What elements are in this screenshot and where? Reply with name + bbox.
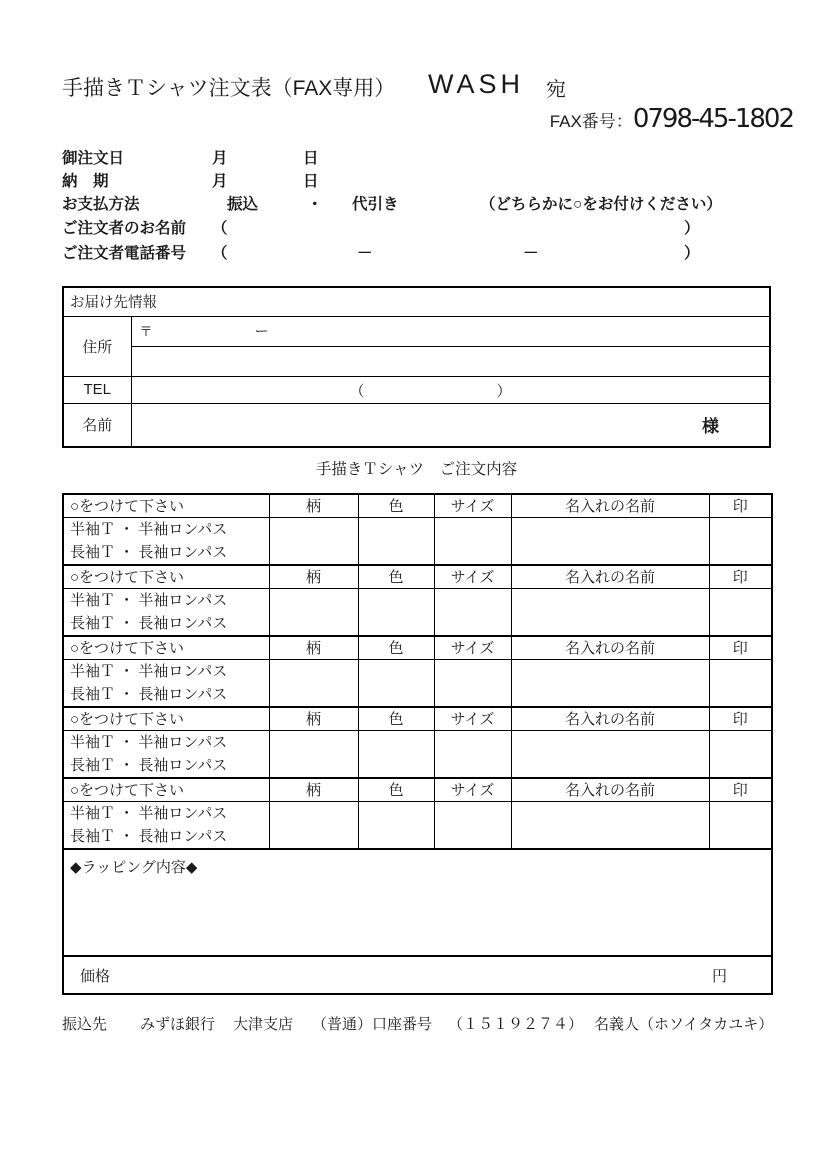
- pattern-header: 柄: [269, 636, 358, 659]
- order-date-row: [0, 146, 826, 168]
- payment-label: お支払方法: [62, 196, 140, 213]
- order-group-header: [63, 494, 772, 517]
- pattern-cell: [269, 801, 358, 849]
- name-print-header: 名入れの名前: [511, 565, 709, 588]
- order-group-body: [63, 517, 772, 565]
- order-items-table: [62, 493, 773, 995]
- name-print-header: 名入れの名前: [511, 707, 709, 730]
- item-line-short-sleeve: 半袖Ｔ ・ 半袖ロンパス: [70, 520, 228, 538]
- name-print-cell: [511, 659, 709, 707]
- customer-name-row: [0, 216, 826, 238]
- price-label: 価格: [80, 967, 111, 985]
- item-type-cell: [63, 588, 269, 636]
- circle-instruction: ○をつけて下さい: [63, 494, 269, 517]
- order-group-body: [63, 659, 772, 707]
- payment-option-bank: 振込: [227, 196, 259, 213]
- branch-name: 大津支店: [233, 1016, 294, 1033]
- circle-instruction: ○をつけて下さい: [63, 636, 269, 659]
- fax-number-line: [550, 104, 793, 134]
- customer-phone-dash-1: －: [357, 245, 373, 262]
- size-cell: [434, 517, 511, 565]
- color-cell: [358, 659, 434, 707]
- order-date-month-label: 月: [212, 150, 228, 167]
- stamp-header: 印: [709, 636, 772, 659]
- name-print-cell: [511, 801, 709, 849]
- name-print-header: 名入れの名前: [511, 778, 709, 801]
- address-label: 住所: [63, 316, 131, 376]
- stamp-cell: [709, 659, 772, 707]
- item-line-short-sleeve: 半袖Ｔ ・ 半袖ロンパス: [70, 662, 228, 680]
- item-line-short-sleeve: 半袖Ｔ ・ 半袖ロンパス: [70, 591, 228, 609]
- size-cell: [434, 730, 511, 778]
- order-group-header: [63, 636, 772, 659]
- name-print-cell: [511, 588, 709, 636]
- size-header: サイズ: [434, 494, 511, 517]
- wrapping-row: [63, 849, 772, 956]
- delivery-info-header: お届け先情報: [63, 287, 770, 316]
- account-type-label: （普通）口座番号: [312, 1016, 433, 1033]
- pattern-cell: [269, 659, 358, 707]
- customer-phone-dash-2: －: [523, 245, 539, 262]
- color-header: 色: [358, 707, 434, 730]
- item-line-long-sleeve: 長袖Ｔ ・ 長袖ロンパス: [70, 543, 228, 561]
- name-label: 名前: [63, 403, 131, 447]
- item-type-cell: [63, 730, 269, 778]
- fax-label: FAX番号：: [549, 112, 633, 131]
- item-type-cell: [63, 801, 269, 849]
- account-number: （１５１９２７４）: [448, 1016, 584, 1033]
- color-header: 色: [358, 494, 434, 517]
- stamp-cell: [709, 517, 772, 565]
- transfer-label: 振込先: [62, 1016, 108, 1033]
- color-header: 色: [358, 636, 434, 659]
- price-cell: [63, 956, 772, 994]
- item-line-short-sleeve: 半袖Ｔ ・ 半袖ロンパス: [70, 733, 228, 751]
- color-cell: [358, 801, 434, 849]
- circle-instruction: ○をつけて下さい: [63, 707, 269, 730]
- delivery-date-label: 納 期: [62, 173, 109, 190]
- delivery-date-row: [0, 169, 826, 191]
- pattern-header: 柄: [269, 778, 358, 801]
- address-line1-cell: [131, 316, 770, 346]
- item-line-short-sleeve: 半袖Ｔ ・ 半袖ロンパス: [70, 804, 228, 822]
- wrapping-cell: [63, 849, 772, 956]
- payment-method-row: [0, 192, 826, 214]
- wrapping-label: ◆ラッピング内容◆: [70, 859, 198, 876]
- name-print-cell: [511, 730, 709, 778]
- customer-name-paren-close: ）: [684, 220, 700, 237]
- name-print-header: 名入れの名前: [511, 494, 709, 517]
- order-group-body: [63, 801, 772, 849]
- color-cell: [358, 517, 434, 565]
- name-print-cell: [511, 517, 709, 565]
- tel-label: TEL: [63, 376, 131, 403]
- price-row: [63, 956, 772, 994]
- account-holder: 名義人（ホソイタカユキ）: [594, 1016, 774, 1033]
- size-cell: [434, 659, 511, 707]
- pattern-cell: [269, 730, 358, 778]
- order-date-day-label: 日: [303, 150, 319, 167]
- page-title: 手描きＴシャツ注文表（FAX専用）: [62, 77, 396, 100]
- stamp-header: 印: [709, 565, 772, 588]
- delivery-info-table: [62, 286, 771, 448]
- delivery-date-day-label: 日: [303, 173, 319, 190]
- stamp-cell: [709, 801, 772, 849]
- item-type-cell: [63, 517, 269, 565]
- postal-mark: 〒: [139, 323, 153, 339]
- delivery-date-month-label: 月: [212, 173, 228, 190]
- item-line-long-sleeve: 長袖Ｔ ・ 長袖ロンパス: [70, 685, 228, 703]
- pattern-cell: [269, 588, 358, 636]
- order-date-label: 御注文日: [62, 150, 125, 167]
- color-cell: [358, 588, 434, 636]
- order-group-header: [63, 778, 772, 801]
- payment-option-cod: 代引き: [352, 196, 399, 213]
- name-print-header: 名入れの名前: [511, 636, 709, 659]
- circle-instruction: ○をつけて下さい: [63, 565, 269, 588]
- address-line2-cell: [131, 346, 770, 376]
- size-cell: [434, 588, 511, 636]
- bank-name: みずほ銀行: [140, 1016, 216, 1033]
- order-contents-title: 手描きＴシャツ ご注文内容: [315, 461, 518, 478]
- stamp-cell: [709, 730, 772, 778]
- item-type-cell: [63, 659, 269, 707]
- circle-instruction: ○をつけて下さい: [63, 778, 269, 801]
- order-group-header: [63, 707, 772, 730]
- size-cell: [434, 801, 511, 849]
- bank-transfer-info: [0, 1013, 826, 1035]
- stamp-header: 印: [709, 778, 772, 801]
- postal-dash: ー: [254, 322, 269, 339]
- name-honorific: 様: [702, 417, 719, 437]
- customer-phone-paren-open: （: [212, 245, 228, 262]
- color-cell: [358, 730, 434, 778]
- item-line-long-sleeve: 長袖Ｔ ・ 長袖ロンパス: [70, 756, 228, 774]
- size-header: サイズ: [434, 778, 511, 801]
- name-cell: [131, 403, 770, 447]
- item-line-long-sleeve: 長袖Ｔ ・ 長袖ロンパス: [70, 614, 228, 632]
- payment-separator: ・: [307, 196, 323, 213]
- stamp-header: 印: [709, 707, 772, 730]
- pattern-cell: [269, 517, 358, 565]
- color-header: 色: [358, 565, 434, 588]
- order-group-body: [63, 730, 772, 778]
- customer-name-paren-open: （: [212, 220, 228, 237]
- customer-phone-label: ご注文者電話番号: [62, 245, 187, 262]
- stamp-cell: [709, 588, 772, 636]
- customer-name-label: ご注文者のお名前: [62, 220, 187, 237]
- tel-paren-open: （: [349, 382, 365, 400]
- fax-number: 0798-45-1802: [632, 104, 793, 134]
- size-header: サイズ: [434, 636, 511, 659]
- customer-phone-paren-close: ）: [684, 245, 700, 262]
- tel-cell: [131, 376, 770, 403]
- pattern-header: 柄: [269, 565, 358, 588]
- recipient-suffix: 宛: [546, 79, 566, 101]
- recipient-name: WASH: [428, 69, 524, 99]
- tel-paren-close: ）: [496, 382, 512, 400]
- payment-note: （どちらかに○をお付けください）: [480, 196, 722, 213]
- size-header: サイズ: [434, 707, 511, 730]
- pattern-header: 柄: [269, 494, 358, 517]
- order-group-header: [63, 565, 772, 588]
- size-header: サイズ: [434, 565, 511, 588]
- color-header: 色: [358, 778, 434, 801]
- customer-phone-row: [0, 241, 826, 263]
- order-group-body: [63, 588, 772, 636]
- item-line-long-sleeve: 長袖Ｔ ・ 長袖ロンパス: [70, 827, 228, 845]
- stamp-header: 印: [709, 494, 772, 517]
- price-unit: 円: [711, 967, 727, 985]
- pattern-header: 柄: [269, 707, 358, 730]
